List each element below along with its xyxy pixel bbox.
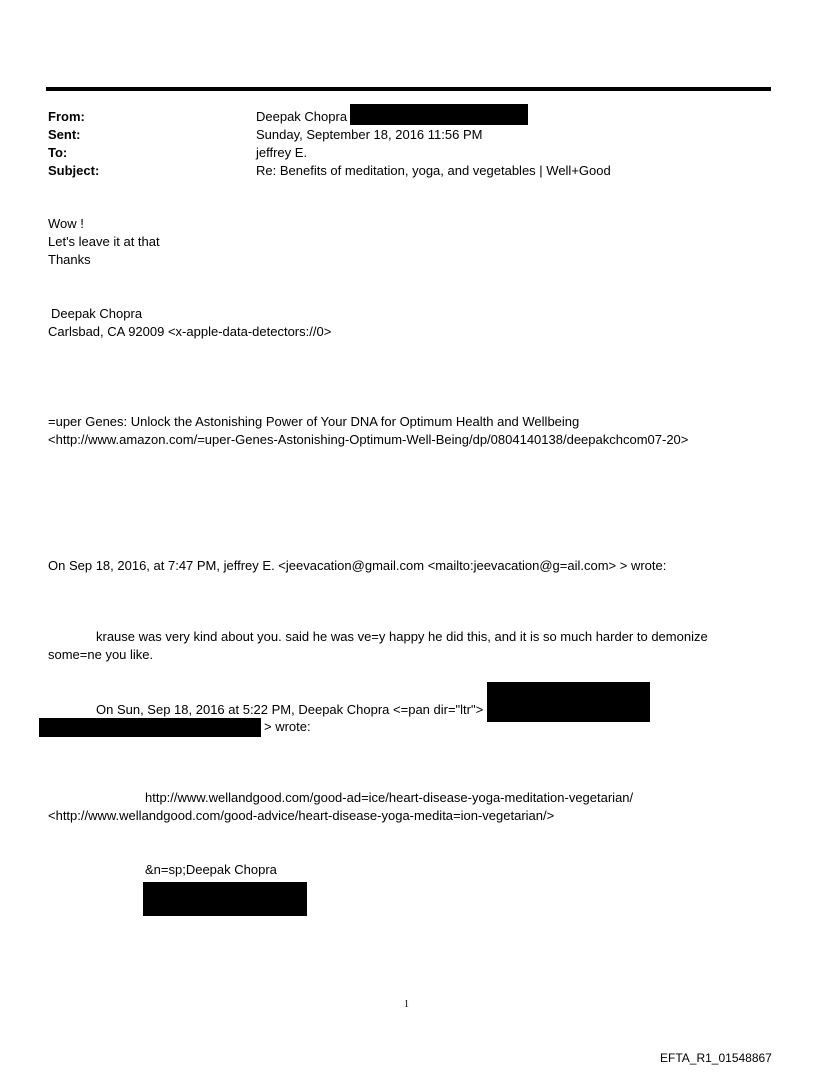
book-link[interactable]: <http://www.amazon.com/=uper-Genes-Astonishing-Optimum-Well-Being/dp/0804140138/deepakchcom07-20> [48,432,689,447]
quote2-signature: &n=sp;Deepak Chopra [145,862,277,877]
to-value: jeffrey E. [256,145,308,160]
subject-value: Re: Benefits of meditation, yoga, and vegetables | Well+Good [256,163,611,178]
body-line-3: Thanks [48,252,91,267]
quote2-header-line-1: On Sun, Sep 18, 2016 at 5:22 PM, Deepak Chopra <=pan dir="ltr"> [96,702,484,717]
sent-label: Sent: [48,127,81,142]
redaction-quote2-email-1 [487,682,650,722]
to-label: To: [48,145,68,160]
from-label: From: [48,109,85,124]
quote1-header: On Sep 18, 2016, at 7:47 PM, jeffrey E. <jeevacation@gmail.com <mailto:jeevacation@g=ail.com> > wrote: [48,558,667,573]
quote1-text-line-2: some=ne you like. [48,647,154,662]
page-number: 1 [404,999,409,1010]
sent-value: Sunday, September 18, 2016 11:56 PM [256,127,483,142]
quote2-header-line-2: > wrote: [264,719,311,734]
redaction-quote2-signature [143,882,307,916]
header-rule [46,87,771,91]
redaction-from-email [350,104,528,125]
signature-name: Deepak Chopra [51,306,143,321]
document-id: EFTA_R1_01548867 [660,1051,772,1065]
subject-label: Subject: [48,163,100,178]
from-value: Deepak Chopra [256,109,348,124]
body-line-1: Wow ! [48,216,84,231]
signature-address: Carlsbad, CA 92009 <x-apple-data-detectors://0> [48,324,332,339]
book-title: =uper Genes: Unlock the Astonishing Power of Your DNA for Optimum Health and Wellbeing [48,414,580,429]
quote2-link-1[interactable]: http://www.wellandgood.com/good-ad=ice/heart-disease-yoga-meditation-vegetarian/ [145,790,634,805]
quote1-text-line-1: krause was very kind about you. said he was ve=y happy he did this, and it is so much harder to demonize [96,629,708,644]
redaction-quote2-email-2 [39,718,261,737]
quote2-link-2[interactable]: <http://www.wellandgood.com/good-advice/heart-disease-yoga-medita=ion-vegetarian/> [48,808,555,823]
body-line-2: Let's leave it at that [48,234,160,249]
